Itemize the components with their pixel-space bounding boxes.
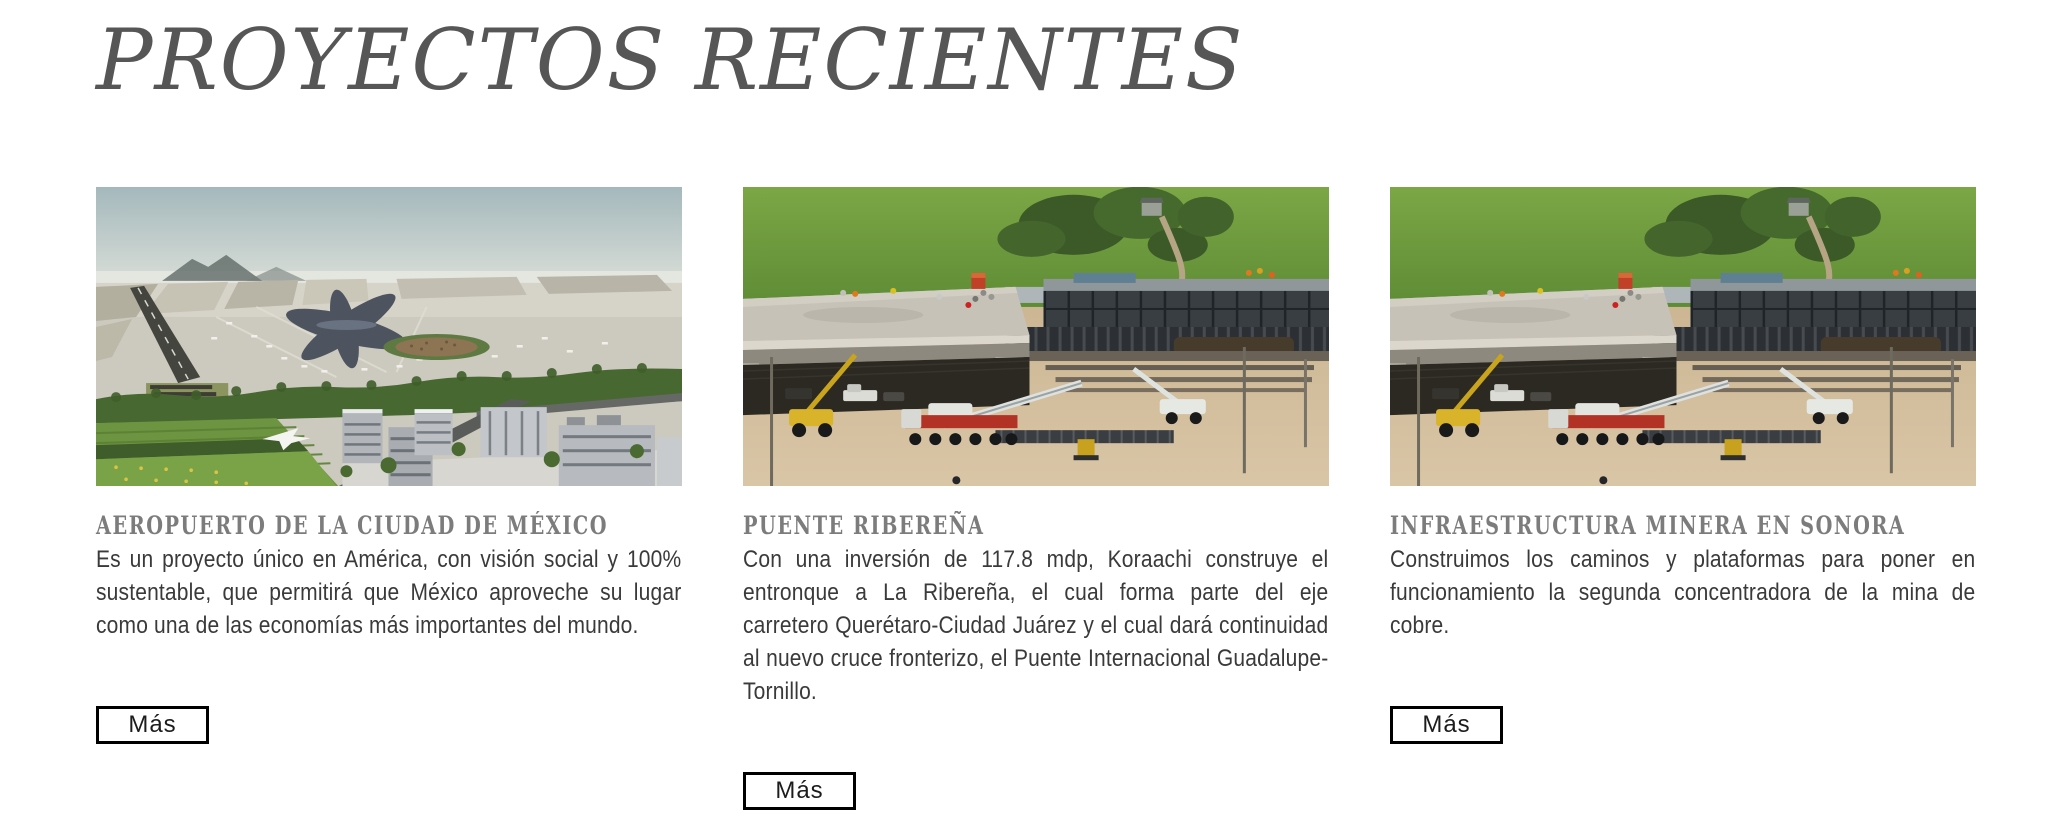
project-image-bridge[interactable] (743, 187, 1329, 486)
card-description: Con una inversión de 117.8 mdp, Koraachi construye el entronque a La Ribereña, el cual forma parte del eje carretero Querétaro-Ciudad Juárez y el cual dará continuidad al nuevo cruce fronterizo, el Puente Internacional Guadalupe-Tornillo. (743, 546, 1329, 705)
projects-grid (96, 187, 1976, 810)
project-image-airport[interactable] (96, 187, 682, 486)
mas-button[interactable]: Más (1390, 706, 1503, 744)
card-title: INFRAESTRUCTURA MINERA EN SONORA (1390, 511, 1906, 540)
card-description: Es un proyecto único en América, con visión social y 100% sustentable, que permitirá que México aproveche su lugar como una de las economías más importantes del mundo. (96, 546, 682, 639)
mas-button[interactable]: Más (96, 706, 209, 744)
mas-button[interactable]: Más (743, 772, 856, 810)
project-card (743, 187, 1329, 810)
page-title: PROYECTOS RECIENTES (96, 11, 1245, 109)
project-image-mining[interactable] (1390, 187, 1976, 486)
airport-render-image[interactable] (96, 187, 682, 486)
card-title: PUENTE RIBEREÑA (743, 511, 985, 540)
card-description: Construimos los caminos y plataformas para poner en funcionamiento la segunda concentradora de la mina de cobre. (1390, 546, 1976, 639)
card-title: AEROPUERTO DE LA CIUDAD DE MÉXICO (96, 511, 609, 540)
project-card (1390, 187, 1976, 810)
project-card (96, 187, 682, 810)
bridge-construction-image[interactable] (743, 187, 1329, 486)
mining-construction-image[interactable] (1390, 187, 1976, 486)
